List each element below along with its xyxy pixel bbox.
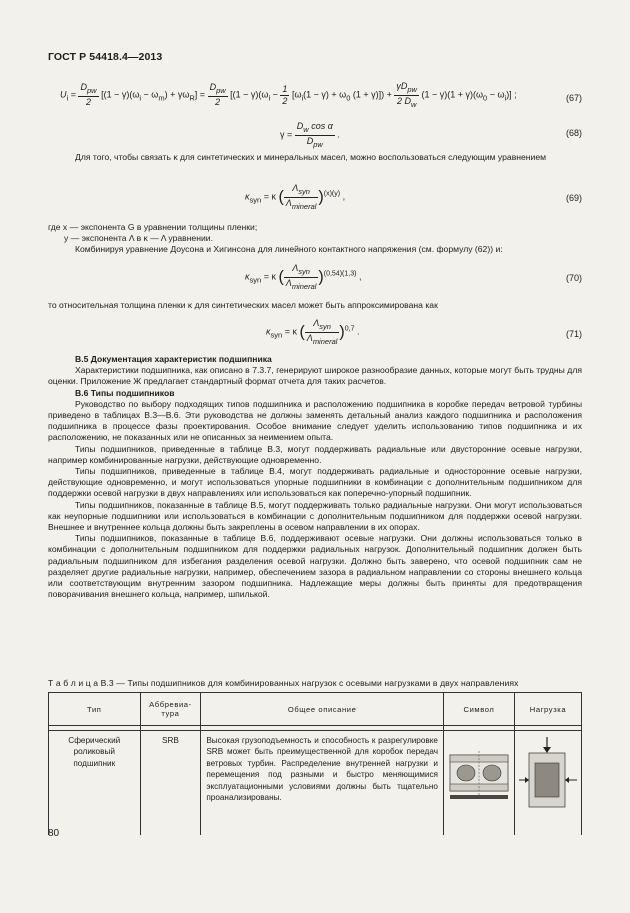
cell-desc: Высокая грузоподъемность и способность к разрегулировке SRB может быть преимущественной для коробок передач ветровых турбин. Распределение внутренней нагрузки и перемещения под разными и быстро меняющимися эксплуатационными условиями должны быть тщательно проанализированы. [201, 731, 444, 836]
equation-67-number: (67) [565, 93, 582, 103]
table-caption: Т а б л и ц а В.3 — Типы подшипников для комбинированных нагрузок с осевыми нагрузками в двух направлениях [48, 678, 519, 688]
col-header-type: Тип [49, 693, 141, 726]
cell-load [514, 731, 581, 836]
where-clause: где x — экспонента G в уравнении толщины пленки; y — экспонента Λ в κ — Λ уравнении. Комбинируя уравнение Доусона и Хигинсона для линейного контактного напряжения (см. формулу (62)) и: [48, 222, 503, 255]
col-header-load: Нагрузка [514, 693, 581, 726]
paragraph-link-kappa: Для того, чтобы связать κ для синтетических и минеральных масел, можно воспользоваться следующим уравнением [75, 152, 547, 162]
bearing-table [48, 692, 582, 835]
equation-69-number: (69) [565, 193, 582, 203]
equation-70-number: (70) [565, 273, 582, 283]
cell-symbol [443, 731, 514, 836]
col-header-abbr: Аббревиа-тура [140, 693, 201, 726]
col-header-desc: Общее описание [201, 693, 444, 726]
table-row [49, 731, 582, 836]
cell-abbr: SRB [140, 731, 201, 836]
equation-67: $U_i$ = $\frac{D_{pw}}{2}$ $[(1 - \gamma)(\omega_i - \omega_m) + \gamma\omega_R]$ = $\frac{D_{pw}}{2}$ [$(1 - \gamma)(\omega_i$ − $\frac{1}{2}$ [$\omega_i(1 - \gamma) + \omega_0$ (1 + γ)]) + $\frac{\gamma D_{pw}}{2 D_w}$ $(1 - \gamma)(1 + \gamma)(\omega_0 - \omega_i)$] ; [60, 81, 517, 109]
equation-70: $\kappa_{syn} = \kappa$ ( $\frac{\Lambda_{syn}}{\Lambda_{mineral}}$ )$^{(0,54)(1,3)}$ , [245, 263, 362, 291]
equation-71: $\kappa_{syn} = \kappa$ ( $\frac{\Lambda_{syn}}{\Lambda_{mineral}}$ )$^{0,7}$ . [266, 318, 360, 346]
equation-71-number: (71) [565, 329, 582, 339]
section-heading-b6: В.6 Типы подшипников [75, 387, 175, 398]
cell-type: Сферический роликовый подшипник [49, 731, 141, 836]
equation-69: $\kappa_{syn} = \kappa$ ( $\frac{\Lambda_{syn}}{\Lambda_{mineral}}$ )$^{(x)(y)}$ , [245, 183, 346, 211]
spherical-roller-bearing-symbol [444, 731, 514, 811]
equation-68: γ = $\frac{D_w \cos \alpha}{D_{pw}}$ . [280, 121, 340, 149]
section-heading-b5: В.5 Документация характеристик подшипника [75, 354, 272, 364]
load-diagram-icon [515, 731, 581, 827]
col-header-symbol: Символ [443, 693, 514, 726]
page-number: 80 [48, 828, 60, 839]
sections-b5-b6: В.5 Документация характеристик подшипника Характеристики подшипника, как описано в 7.3.7, генерируют широкое разнообразие данных, которые могут быть трудны для оценки. Приложение Ж предлагает стандартный формат отчета для таких расчетов. В.6 Типы подшипников Руководство по выбору подходящих типов подшипника и расположению подшипника в коробке передач ветровой турбины приведено в таблицах В.3—В.6. Эти руководства не должны заменять детальный анализ каждого подшипника и расположения подшипника в процессе фазы проектирования. Особое внимание следует уделить использованию типов подшипника и их расположению, не показанных или не описанных за неимением опыта. Типы подшипников, приведенные в таблице В.3, могут поддерживать радиальные или двусторонние осевые нагрузки, например комбинированные нагрузки, действующие одновременно. Типы подшипников, приведенные в таблице В.4, могут поддерживать радиальные и односторонние осевые нагрузки, действующие одновременно, и могут использоваться упорные подшипники в комбинации с дополнительным подшипником для поддержки осевой нагрузки в двух направлениях или использоваться как поперечно-упорный подшипник. Типы подшипников, показанные в таблице В.5, могут поддерживать только радиальные нагрузки. Они могут использоваться как неупорные подшипники или использоваться в комбинации с дополнительным подшипником для поддержки осевой нагрузки. Внешнее и внутреннее кольца должны быть закреплены в осевом направлении в их опорах. Типы подшипников, показанные в таблице В.6, поддерживают осевые нагрузки. Они должны использоваться только в комбинации с дополнительным подшипником для поддержки радиальных нагрузок. Дополнительный подшипник должен быть радиальным подшипником для избегания разделения осевой нагрузки. Должно быть заверено, что осевой подшипник сам не разделяет другие радиальные нагрузки, например, обеспечением зазора в радиальном направлении со стороны внешнего кольца или соответствующим внутренним зазором подшипника. Надлежащие меры должны быть приняты для предотвращения поворачивания внешнего кольца, например, шпилькой. [48, 354, 582, 600]
paragraph-approx: то относительная толщина пленки κ для синтетических масел может быть аппроксимирована как [48, 300, 438, 310]
document-header: ГОСТ Р 54418.4—2013 [48, 51, 163, 63]
equation-68-number: (68) [565, 128, 582, 138]
